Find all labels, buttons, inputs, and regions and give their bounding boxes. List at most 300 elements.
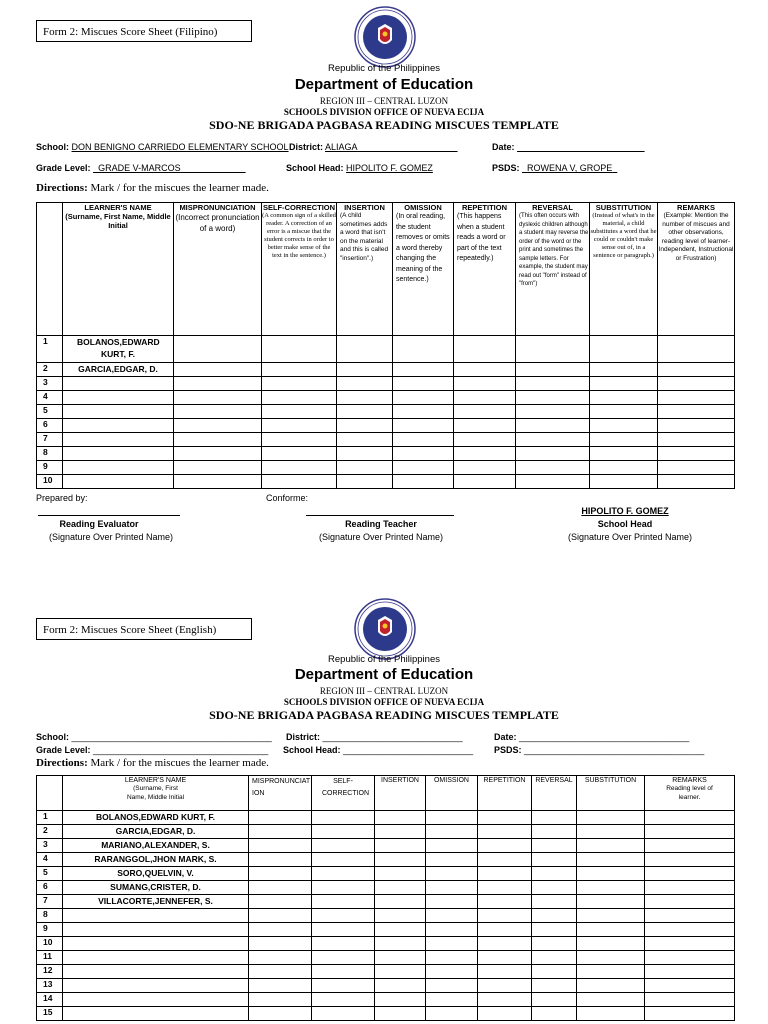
table-row (37, 965, 735, 979)
miscue-mark-cell[interactable] (532, 881, 577, 895)
miscue-mark-cell[interactable] (532, 853, 577, 867)
miscue-mark-cell[interactable] (174, 461, 262, 475)
miscue-mark-cell[interactable] (426, 909, 478, 923)
school-head-label: School Head (597, 519, 653, 529)
sdo-text: SCHOOLS DIVISION OFFICE OF NUEVA ECIJA (283, 107, 485, 117)
learner-name-cell: GARCIA,EDGAR, D. (63, 825, 249, 839)
reading-teacher-label: Reading Teacher (345, 519, 417, 529)
row-number: 5 (37, 867, 63, 881)
miscue-mark-cell[interactable] (375, 881, 426, 895)
miscue-mark-cell[interactable] (393, 475, 454, 489)
row-number: 7 (37, 895, 63, 909)
school-field: School: DON BENIGNO CARRIEDO ELEMENTARY SCHOOL (36, 142, 289, 152)
miscue-mark-cell[interactable] (590, 475, 658, 489)
miscue-mark-cell[interactable] (375, 839, 426, 853)
miscue-mark-cell[interactable] (658, 419, 735, 433)
learner-name-cell: VILLACORTE,JENNEFER, S. (63, 895, 249, 909)
table-row (37, 363, 735, 377)
miscue-mark-cell[interactable] (516, 336, 590, 363)
miscue-mark-cell[interactable] (174, 405, 262, 419)
miscue-mark-cell[interactable] (375, 979, 426, 993)
miscue-mark-cell[interactable] (393, 433, 454, 447)
miscue-mark-cell[interactable] (262, 405, 337, 419)
miscue-mark-cell[interactable] (375, 909, 426, 923)
miscue-mark-cell[interactable] (658, 475, 735, 489)
table-row (37, 867, 735, 881)
deped-seal-icon (354, 598, 416, 660)
row-number: 2 (37, 825, 63, 839)
table-row (37, 433, 735, 447)
date-field: Date: __________________________________ (494, 732, 690, 742)
department-title: Department of Education (294, 76, 474, 93)
miscue-mark-cell[interactable] (426, 839, 478, 853)
miscue-mark-cell[interactable] (577, 895, 645, 909)
learner-name-cell (63, 909, 249, 923)
miscue-mark-cell[interactable] (478, 811, 532, 825)
miscue-mark-cell[interactable] (426, 895, 478, 909)
miscue-mark-cell[interactable] (590, 363, 658, 377)
miscue-table-filipino (36, 202, 735, 489)
row-number: 13 (37, 979, 63, 993)
miscue-mark-cell[interactable] (426, 979, 478, 993)
miscue-mark-cell[interactable] (532, 979, 577, 993)
miscue-mark-cell[interactable] (262, 336, 337, 363)
miscue-mark-cell[interactable] (532, 867, 577, 881)
miscue-mark-cell[interactable] (426, 951, 478, 965)
miscue-mark-cell[interactable] (454, 419, 516, 433)
miscue-mark-cell[interactable] (337, 363, 393, 377)
miscue-mark-cell[interactable] (249, 965, 312, 979)
district-field: District: ____________________________ (286, 732, 463, 742)
miscue-mark-cell[interactable] (375, 965, 426, 979)
miscue-mark-cell[interactable] (426, 923, 478, 937)
learner-name-cell (63, 923, 249, 937)
learner-name-cell: SUMANG,CRISTER, D. (63, 881, 249, 895)
miscue-mark-cell[interactable] (312, 853, 375, 867)
miscue-mark-cell[interactable] (645, 909, 735, 923)
miscue-mark-cell[interactable] (262, 433, 337, 447)
prepared-by-label: Prepared by: (36, 493, 88, 503)
table-row (37, 825, 735, 839)
miscue-mark-cell[interactable] (312, 895, 375, 909)
miscue-mark-cell[interactable] (393, 336, 454, 363)
miscue-mark-cell[interactable] (532, 895, 577, 909)
school-head-signature-name: HIPOLITO F. GOMEZ (581, 506, 669, 516)
sdo-text: SCHOOLS DIVISION OFFICE OF NUEVA ECIJA (283, 697, 485, 707)
miscue-mark-cell[interactable] (516, 405, 590, 419)
miscue-mark-cell[interactable] (577, 839, 645, 853)
miscue-mark-cell[interactable] (375, 937, 426, 951)
miscue-mark-cell[interactable] (337, 475, 393, 489)
table-row (37, 993, 735, 1007)
miscue-mark-cell[interactable] (590, 433, 658, 447)
miscue-mark-cell[interactable] (312, 811, 375, 825)
miscue-mark-cell[interactable] (249, 993, 312, 1007)
miscue-mark-cell[interactable] (337, 336, 393, 363)
miscue-mark-cell[interactable] (645, 937, 735, 951)
miscue-mark-cell[interactable] (393, 461, 454, 475)
miscue-mark-cell[interactable] (393, 391, 454, 405)
miscue-mark-cell[interactable] (375, 853, 426, 867)
miscue-mark-cell[interactable] (426, 965, 478, 979)
miscue-mark-cell[interactable] (312, 993, 375, 1007)
table-row (37, 336, 735, 363)
miscue-mark-cell[interactable] (454, 405, 516, 419)
miscue-mark-cell[interactable] (337, 461, 393, 475)
miscue-mark-cell[interactable] (516, 475, 590, 489)
miscue-mark-cell[interactable] (645, 839, 735, 853)
miscue-mark-cell[interactable] (312, 839, 375, 853)
header-self-correction: SELF-CORRECTION (A common sign of a skilled reader. A correction of an error is a miscue that the student corrects in order to better make sense of the text in the sentence.) (262, 203, 337, 336)
republic-text: Republic of the Philippines (328, 654, 440, 665)
miscue-mark-cell[interactable] (249, 881, 312, 895)
miscue-mark-cell[interactable] (478, 979, 532, 993)
learner-name-cell (63, 419, 174, 433)
miscue-mark-cell[interactable] (658, 433, 735, 447)
row-number: 4 (37, 853, 63, 867)
header-self-correction: SELF-CORRECTION (312, 776, 375, 811)
miscue-mark-cell[interactable] (577, 937, 645, 951)
table-row (37, 895, 735, 909)
miscue-mark-cell[interactable] (658, 461, 735, 475)
miscue-mark-cell[interactable] (174, 419, 262, 433)
miscue-mark-cell[interactable] (249, 811, 312, 825)
table-row (37, 839, 735, 853)
table-row (37, 979, 735, 993)
learner-name-cell (63, 377, 174, 391)
miscue-mark-cell[interactable] (532, 937, 577, 951)
miscue-mark-cell[interactable] (312, 1007, 375, 1021)
miscue-mark-cell[interactable] (478, 1007, 532, 1021)
table-header-row (37, 203, 735, 336)
miscue-mark-cell[interactable] (577, 1007, 645, 1021)
miscue-mark-cell[interactable] (577, 881, 645, 895)
table-row (37, 853, 735, 867)
miscue-mark-cell[interactable] (532, 923, 577, 937)
row-number: 11 (37, 951, 63, 965)
miscue-mark-cell[interactable] (478, 867, 532, 881)
miscue-mark-cell[interactable] (262, 419, 337, 433)
table-row (37, 811, 735, 825)
miscue-mark-cell[interactable] (658, 405, 735, 419)
miscue-mark-cell[interactable] (516, 377, 590, 391)
miscue-mark-cell[interactable] (645, 881, 735, 895)
miscue-mark-cell[interactable] (312, 909, 375, 923)
miscue-mark-cell[interactable] (532, 993, 577, 1007)
miscue-mark-cell[interactable] (393, 377, 454, 391)
miscue-mark-cell[interactable] (262, 475, 337, 489)
miscue-mark-cell[interactable] (312, 923, 375, 937)
miscue-mark-cell[interactable] (645, 979, 735, 993)
miscue-mark-cell[interactable] (516, 419, 590, 433)
miscue-mark-cell[interactable] (426, 937, 478, 951)
miscue-mark-cell[interactable] (645, 825, 735, 839)
miscue-mark-cell[interactable] (174, 447, 262, 461)
miscue-mark-cell[interactable] (516, 391, 590, 405)
miscue-mark-cell[interactable] (375, 811, 426, 825)
miscue-mark-cell[interactable] (426, 993, 478, 1007)
miscue-mark-cell[interactable] (645, 993, 735, 1007)
miscue-mark-cell[interactable] (337, 377, 393, 391)
miscue-mark-cell[interactable] (426, 1007, 478, 1021)
table-row (37, 391, 735, 405)
miscue-mark-cell[interactable] (645, 811, 735, 825)
miscue-mark-cell[interactable] (375, 923, 426, 937)
miscue-mark-cell[interactable] (577, 811, 645, 825)
miscue-mark-cell[interactable] (312, 979, 375, 993)
miscue-mark-cell[interactable] (478, 965, 532, 979)
miscue-mark-cell[interactable] (532, 811, 577, 825)
miscue-mark-cell[interactable] (516, 461, 590, 475)
learner-name-cell (63, 951, 249, 965)
miscue-mark-cell[interactable] (337, 419, 393, 433)
miscue-mark-cell[interactable] (532, 965, 577, 979)
miscue-mark-cell[interactable] (426, 881, 478, 895)
row-number: 5 (37, 405, 63, 419)
school-head-field: School Head: __________________________ (283, 745, 474, 755)
table-row (37, 951, 735, 965)
miscue-mark-cell[interactable] (375, 895, 426, 909)
miscue-mark-cell[interactable] (393, 419, 454, 433)
miscue-mark-cell[interactable] (478, 909, 532, 923)
row-number: 10 (37, 475, 63, 489)
teacher-signature-line (306, 515, 454, 516)
miscue-mark-cell[interactable] (262, 363, 337, 377)
table-row (37, 419, 735, 433)
miscue-mark-cell[interactable] (249, 867, 312, 881)
miscue-mark-cell[interactable] (426, 825, 478, 839)
learner-name-cell (63, 993, 249, 1007)
miscue-mark-cell[interactable] (375, 951, 426, 965)
miscue-mark-cell[interactable] (174, 336, 262, 363)
learner-name-cell (63, 937, 249, 951)
miscue-mark-cell[interactable] (658, 377, 735, 391)
table-row (37, 461, 735, 475)
miscue-mark-cell[interactable] (312, 867, 375, 881)
miscue-mark-cell[interactable] (454, 363, 516, 377)
row-number: 1 (37, 336, 63, 363)
school-field: School: ________________________________________ (36, 732, 272, 742)
row-number: 1 (37, 811, 63, 825)
miscue-mark-cell[interactable] (375, 1007, 426, 1021)
miscue-mark-cell[interactable] (249, 951, 312, 965)
school-head-field: School Head: HIPOLITO F. GOMEZ (286, 163, 433, 173)
teacher-signature-note: (Signature Over Printed Name) (318, 532, 444, 542)
miscue-mark-cell[interactable] (174, 433, 262, 447)
miscue-mark-cell[interactable] (262, 461, 337, 475)
header-reversal: REVERSAL (532, 776, 577, 811)
miscue-mark-cell[interactable] (532, 839, 577, 853)
miscue-mark-cell[interactable] (478, 923, 532, 937)
miscue-mark-cell[interactable] (645, 923, 735, 937)
miscue-mark-cell[interactable] (312, 965, 375, 979)
table-row (37, 1007, 735, 1021)
miscue-mark-cell[interactable] (658, 336, 735, 363)
miscue-mark-cell[interactable] (174, 363, 262, 377)
reading-evaluator-label: Reading Evaluator (59, 519, 139, 529)
miscue-mark-cell[interactable] (393, 405, 454, 419)
miscue-mark-cell[interactable] (590, 391, 658, 405)
head-signature-note: (Signature Over Printed Name) (567, 532, 693, 542)
miscue-mark-cell[interactable] (577, 979, 645, 993)
miscue-mark-cell[interactable] (375, 825, 426, 839)
miscue-mark-cell[interactable] (249, 895, 312, 909)
miscue-mark-cell[interactable] (516, 433, 590, 447)
miscue-mark-cell[interactable] (590, 447, 658, 461)
miscue-mark-cell[interactable] (532, 951, 577, 965)
table-row (37, 923, 735, 937)
miscue-mark-cell[interactable] (658, 363, 735, 377)
miscue-mark-cell[interactable] (174, 475, 262, 489)
miscue-mark-cell[interactable] (174, 391, 262, 405)
republic-text: Republic of the Philippines (328, 63, 440, 74)
learner-name-cell (63, 475, 174, 489)
psds-field: PSDS: ROWENA V, GROPE (492, 163, 613, 173)
row-number: 9 (37, 923, 63, 937)
learner-name-cell (63, 447, 174, 461)
miscue-mark-cell[interactable] (577, 853, 645, 867)
miscue-mark-cell[interactable] (577, 951, 645, 965)
table-row (37, 475, 735, 489)
miscue-mark-cell[interactable] (516, 363, 590, 377)
miscue-mark-cell[interactable] (658, 447, 735, 461)
learner-name-cell: RARANGGOL,JHON MARK, S. (63, 853, 249, 867)
miscue-mark-cell[interactable] (454, 461, 516, 475)
header-mispronunciation: MISPRONUNCIATION (Incorrect pronunciation of a word) (174, 203, 262, 336)
miscue-mark-cell[interactable] (478, 951, 532, 965)
table-header-row (37, 776, 735, 811)
miscue-mark-cell[interactable] (375, 867, 426, 881)
miscue-mark-cell[interactable] (590, 377, 658, 391)
miscue-mark-cell[interactable] (426, 811, 478, 825)
learner-name-cell (63, 405, 174, 419)
miscue-mark-cell[interactable] (645, 1007, 735, 1021)
miscue-mark-cell[interactable] (478, 839, 532, 853)
row-number: 15 (37, 1007, 63, 1021)
learner-name-cell: SORO,QUELVIN, V. (63, 867, 249, 881)
miscue-mark-cell[interactable] (249, 853, 312, 867)
header-insertion: INSERTION (375, 776, 426, 811)
miscue-mark-cell[interactable] (454, 433, 516, 447)
miscue-mark-cell[interactable] (478, 993, 532, 1007)
row-number: 2 (37, 363, 63, 377)
miscue-mark-cell[interactable] (249, 839, 312, 853)
header-learner-name: LEARNER'S NAME (Surname, First Name, Middle Initial (63, 776, 249, 811)
learner-name-cell: MARIANO,ALEXANDER, S. (63, 839, 249, 853)
header-omission: OMISSION (In oral reading, the student removes or omits a word thereby changing the meaning of the sentence.) (393, 203, 454, 336)
form-label-box-english: Form 2: Miscues Score Sheet (English) (36, 618, 252, 640)
miscue-mark-cell[interactable] (645, 951, 735, 965)
miscue-mark-cell[interactable] (312, 937, 375, 951)
miscue-mark-cell[interactable] (312, 951, 375, 965)
row-number: 3 (37, 839, 63, 853)
header-remarks: REMARKS Reading level of learner. (645, 776, 735, 811)
miscue-mark-cell[interactable] (174, 377, 262, 391)
miscue-mark-cell[interactable] (532, 825, 577, 839)
header-mispronunciation: MISPRONUNCIATION (249, 776, 312, 811)
miscue-mark-cell[interactable] (426, 867, 478, 881)
learner-name-cell (63, 965, 249, 979)
miscue-mark-cell[interactable] (645, 965, 735, 979)
miscue-mark-cell[interactable] (393, 447, 454, 461)
miscue-mark-cell[interactable] (337, 433, 393, 447)
miscue-mark-cell[interactable] (532, 1007, 577, 1021)
miscue-mark-cell[interactable] (454, 377, 516, 391)
miscue-mark-cell[interactable] (577, 965, 645, 979)
miscue-mark-cell[interactable] (577, 867, 645, 881)
miscue-mark-cell[interactable] (249, 979, 312, 993)
miscue-mark-cell[interactable] (337, 447, 393, 461)
miscue-mark-cell[interactable] (590, 461, 658, 475)
miscue-mark-cell[interactable] (312, 825, 375, 839)
miscue-mark-cell[interactable] (426, 853, 478, 867)
table-row (37, 937, 735, 951)
miscue-mark-cell[interactable] (516, 447, 590, 461)
miscue-mark-cell[interactable] (312, 881, 375, 895)
miscue-mark-cell[interactable] (532, 909, 577, 923)
miscue-mark-cell[interactable] (577, 993, 645, 1007)
miscue-mark-cell[interactable] (478, 937, 532, 951)
header-learner-name: LEARNER'S NAME (Surname, First Name, Middle Initial (63, 203, 174, 336)
miscue-mark-cell[interactable] (454, 475, 516, 489)
grade-field: Grade Level: GRADE V-MARCOS (36, 163, 181, 173)
miscue-mark-cell[interactable] (337, 405, 393, 419)
header-remarks: REMARKS (Example: Mention the number of miscues and other observations, reading level of learner-Independent, Instructional or Frustration) (658, 203, 735, 336)
miscue-mark-cell[interactable] (454, 336, 516, 363)
miscue-mark-cell[interactable] (478, 881, 532, 895)
miscue-mark-cell[interactable] (249, 909, 312, 923)
miscue-mark-cell[interactable] (577, 909, 645, 923)
learner-name-cell (63, 433, 174, 447)
miscue-mark-cell[interactable] (249, 825, 312, 839)
miscue-mark-cell[interactable] (249, 937, 312, 951)
row-number: 10 (37, 937, 63, 951)
miscue-mark-cell[interactable] (393, 363, 454, 377)
miscue-mark-cell[interactable] (645, 853, 735, 867)
miscue-mark-cell[interactable] (577, 923, 645, 937)
miscue-table-english (36, 775, 735, 1021)
miscue-mark-cell[interactable] (645, 867, 735, 881)
miscue-mark-cell[interactable] (478, 895, 532, 909)
miscue-mark-cell[interactable] (375, 993, 426, 1007)
miscue-mark-cell[interactable] (262, 377, 337, 391)
miscue-mark-cell[interactable] (478, 825, 532, 839)
miscue-mark-cell[interactable] (590, 419, 658, 433)
grade-field: Grade Level: ___________________________________ (36, 745, 269, 755)
miscue-mark-cell[interactable] (249, 923, 312, 937)
miscue-mark-cell[interactable] (590, 405, 658, 419)
miscue-mark-cell[interactable] (577, 825, 645, 839)
miscue-mark-cell[interactable] (590, 336, 658, 363)
miscue-mark-cell[interactable] (454, 391, 516, 405)
header-repetition: REPETITION (478, 776, 532, 811)
miscue-mark-cell[interactable] (658, 391, 735, 405)
conforme-label: Conforme: (266, 493, 309, 503)
header-repetition: REPETITION (This happens when a student reads a word or part of the text repeatedly.) (454, 203, 516, 336)
learner-name-cell (63, 391, 174, 405)
row-number: 4 (37, 391, 63, 405)
table-row (37, 377, 735, 391)
psds-field: PSDS: ____________________________________ (494, 745, 705, 755)
miscue-mark-cell[interactable] (262, 391, 337, 405)
miscue-mark-cell[interactable] (645, 895, 735, 909)
table-row (37, 881, 735, 895)
miscue-mark-cell[interactable] (249, 1007, 312, 1021)
miscue-mark-cell[interactable] (454, 447, 516, 461)
miscue-mark-cell[interactable] (337, 391, 393, 405)
miscue-mark-cell[interactable] (262, 447, 337, 461)
miscue-mark-cell[interactable] (478, 853, 532, 867)
